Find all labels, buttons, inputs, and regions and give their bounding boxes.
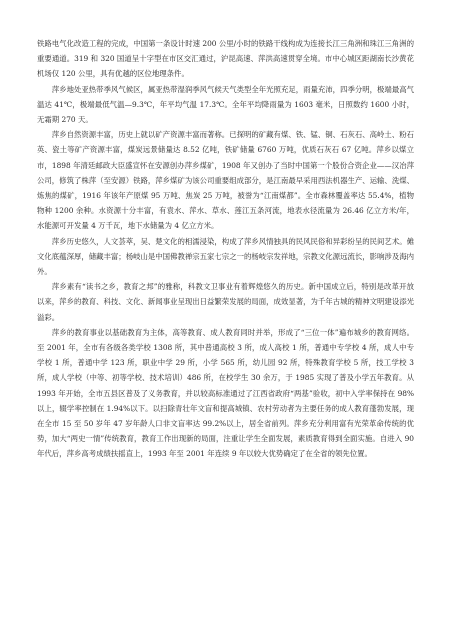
paragraph-education: 萍乡的教育事业以基础教育为主体，高等教育、成人教育同时并举，形成了“三位一体”遍布城乡的教育网络。至 2001 年，全市有各级各类学校 1308 所，其中普通高校 3 所，成人高校 1 所，普通中专学校 4 所，成人中专学校 1 所，普通中学 123 所，职业中学 29 所，小学 565 所，幼儿园 92 所，特殊教育学校 5 所，技工学校 3 所，成人学校（中等、初等学校、技术培训）486 所，在校学生 30 余万，于 1985 实现了普及小学五年教育。从 1993 年开始，全市五县区普及了义务教育，并以较高标准通过了江西省政府“两基”验收，初中入学率保持在 98%以上，辍学率控制在 1.94%以下。以扫除青壮年文盲和提高城镇、农村劳动者为主要任务的成人教育蓬勃发展，现在全市 15 至 50 岁年 47 岁年龄人口非文盲率达 99.2%以上，居全省前列。萍乡充分利用富有光荣革命传统的优势，加大“两史一情”传统教育，教育工作出现新的局面，注重让学生全面发展，素质教育得到全面实施。自进入 90 年代后，萍乡高考成绩扶摇直上，1993 年至 2001 年连续 9 年以较大优势确定了在全省的领先位置。 <box>37 327 414 459</box>
document-page <box>37 36 414 462</box>
paragraph-climate: 萍乡地处亚热带季风气候区，属亚热带湿润季风气候天气类型全年光照充足，雨量充沛，四季分明，极端最高气温达 41℃，极端最低气温—9.3℃，年平均气温 17.3℃。全年平均降雨量为 1603 毫米，日照数约 1600 小时，无霜期 270 天。 <box>37 84 414 125</box>
paragraph-history: 萍乡历史悠久，人文荟萃，吴、楚文化的相濡浸染，构成了萍乡风情独具的民风民俗和异彩纷呈的民间艺术。傩文化底蕴深厚，储藏丰富；杨岐山是中国佛教禅宗五家七宗之一的杨岐宗发祥地，宗教文化源远流长，影响涉及海内外。 <box>37 236 414 277</box>
paragraph-resources: 萍乡自然资源丰富，历史上就以矿产资源丰富而著称。已探明的矿藏有煤、铁、锰、铜、石灰石、高岭土、粉石英、瓷土等矿产资源丰富，煤炭远景储量达 8.52 亿吨，铁矿储量 6760 万吨，优质石灰石 67 亿吨。萍乡以煤立市，1898 年清廷邮政大臣盛宣怀在安源创办萍乡煤矿，1908 年又创办了当时中国第一个股份合资企业——汉冶萍公司，修筑了株萍（至安源）铁路，萍乡煤矿为该公司重要组成部分，是江南最早采用西法机器生产、运输、洗煤、炼焦的煤矿，1916 年该年产原煤 95 万吨、焦炭 25 万吨，被誉为“江南煤都”。全市森林覆盖率达 55.4%，植物物种 1200 余种。水资源十分丰富，有袁水、萍水、草水、莲江五条河流，地表水径流量为 26.46 亿立方米/年，水能源可开发量 4 万千瓦，地下水储量为 4 亿立方米。 <box>37 130 414 231</box>
paragraph-transport: 铁路电气化改造工程的完成，中国第一条设计时速 200 公里/小时的铁路干线构成为连接长江三角洲和珠江三角洲的重要通道。319 和 320 国道呈十字型在市区交汇通过，沪昆高速、萍洪高速贯穿全境。市中心城区距湖南长沙黄花机场仅 120 公里，具有优越的区位地理条件。 <box>37 39 414 79</box>
paragraph-culture: 萍乡素有“读书之乡，教育之邦”的雅称，科教文卫事业有着辉煌悠久的历史。新中国成立后，特别是改革开放以来，萍乡的教育、科技、文化、新闻事业呈现出日益繁荣发展的局面，成效显著，为千年古城的精神文明建设添光溢彩。 <box>37 282 414 322</box>
